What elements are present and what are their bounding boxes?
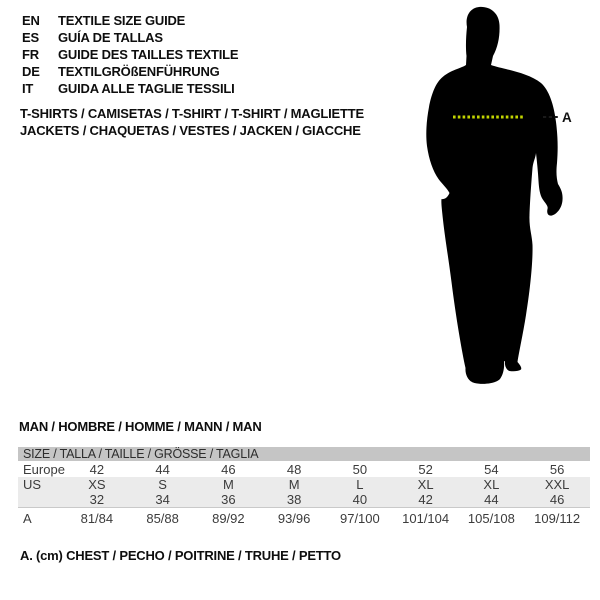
- size-cell: XS: [88, 477, 106, 492]
- language-title: GUIDA ALLE TAGLIE TESSILI: [58, 81, 235, 96]
- size-cell: 44: [484, 492, 499, 507]
- measurement-footnote: A. (cm) CHEST / PECHO / POITRINE / TRUHE / PETTO: [20, 548, 341, 563]
- table-row-us: [18, 477, 590, 492]
- category-line-tshirts: T-SHIRTS / CAMISETAS / T-SHIRT / T-SHIRT / MAGLIETTE: [20, 106, 364, 121]
- size-cell: 52: [418, 461, 433, 477]
- measure-label-a: A: [562, 110, 572, 125]
- size-table-header: SIZE / TALLA / TAILLE / GRÖSSE / TAGLIA: [18, 447, 590, 461]
- size-cell: 46: [221, 461, 236, 477]
- size-cell: S: [158, 477, 167, 492]
- size-table: [18, 447, 590, 528]
- language-code: EN: [22, 13, 40, 28]
- category-line-jackets: JACKETS / CHAQUETAS / VESTES / JACKEN / GIACCHE: [20, 123, 361, 138]
- size-cell: 32: [89, 492, 105, 507]
- size-cell: XL: [483, 477, 500, 492]
- language-row: [22, 29, 238, 46]
- row-label: US: [23, 477, 42, 492]
- size-cell: 105/108: [467, 510, 515, 526]
- size-cell: 46: [549, 492, 565, 507]
- language-list: [22, 12, 238, 97]
- size-cell: 81/84: [80, 510, 114, 526]
- language-title: GUIDE DES TAILLES TEXTILE: [58, 47, 239, 62]
- language-row: [22, 12, 238, 29]
- size-cell: 42: [89, 461, 105, 477]
- size-cell: 56: [549, 461, 565, 477]
- size-cell: M: [222, 477, 234, 492]
- language-title: TEXTILGRÖßENFÜHRUNG: [58, 64, 220, 79]
- section-title-man: MAN / HOMBRE / HOMME / MANN / MAN: [19, 419, 262, 434]
- language-title: GUÍA DE TALLAS: [58, 30, 163, 45]
- man-silhouette: [426, 7, 562, 384]
- size-cell: 42: [418, 492, 433, 507]
- size-cell: XL: [417, 477, 434, 492]
- size-cell: 40: [352, 492, 368, 507]
- size-cell: 50: [352, 461, 368, 477]
- row-label: Europe: [23, 461, 65, 477]
- language-code: ES: [22, 30, 39, 45]
- size-cell: 36: [221, 492, 236, 507]
- language-row: [22, 46, 238, 63]
- language-row: [22, 80, 238, 97]
- size-cell: 38: [286, 492, 302, 507]
- size-cell: 89/92: [212, 510, 245, 526]
- language-code: IT: [22, 81, 34, 96]
- language-row: [22, 63, 238, 80]
- size-cell: 54: [484, 461, 499, 477]
- language-code: DE: [22, 64, 40, 79]
- size-cell: 85/88: [146, 510, 179, 526]
- table-row-chest-a: [18, 508, 590, 528]
- size-cell: 48: [286, 461, 302, 477]
- size-cell: 93/96: [277, 510, 311, 526]
- size-cell: 109/112: [534, 510, 581, 526]
- row-label: A: [23, 510, 32, 526]
- table-row-europe: [18, 461, 590, 477]
- size-cell: XXL: [544, 477, 570, 492]
- language-title: TEXTILE SIZE GUIDE: [58, 13, 186, 28]
- language-code: FR: [22, 47, 39, 62]
- size-cell: 97/100: [339, 510, 380, 526]
- table-row-numeric: [18, 492, 590, 508]
- size-cell: 44: [155, 461, 170, 477]
- size-cell: 101/104: [402, 510, 450, 526]
- size-cell: 34: [155, 492, 170, 507]
- size-cell: M: [288, 477, 300, 492]
- size-cell: L: [356, 477, 364, 492]
- man-silhouette-figure: [405, 0, 600, 400]
- category-titles: [20, 105, 364, 139]
